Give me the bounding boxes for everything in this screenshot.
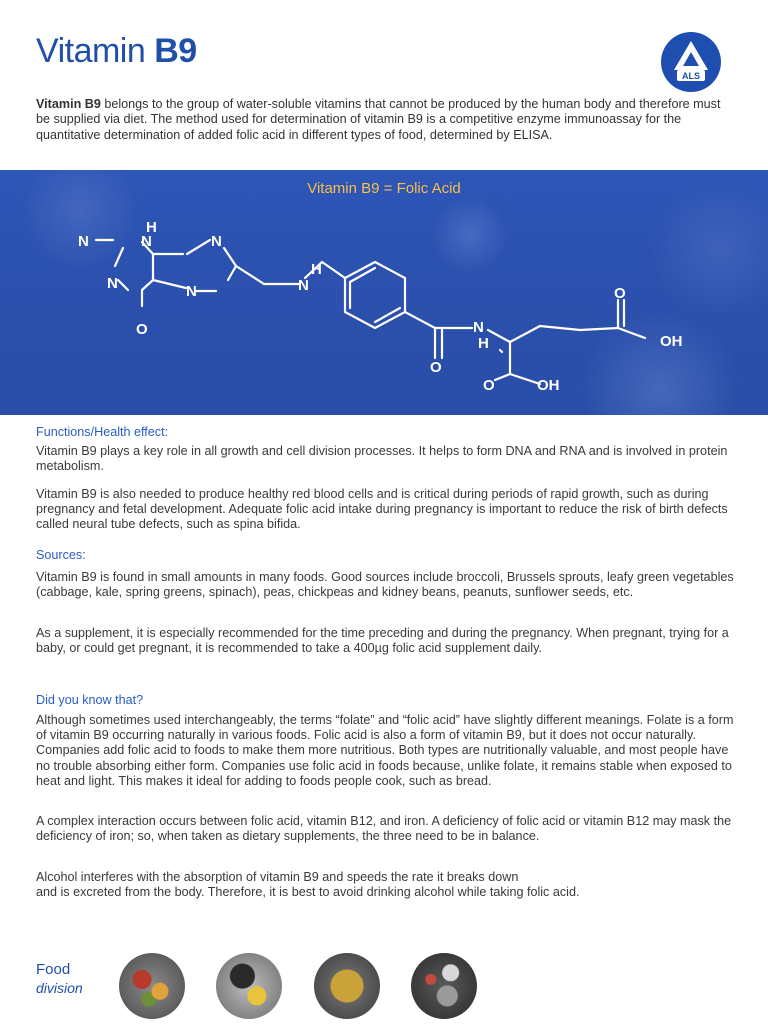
did-you-know-p3-line2: and is excreted from the body. Therefore, it is best to avoid drinking alcohol while taking folic acid. bbox=[36, 885, 580, 900]
atom-o-carboxyl-2: O bbox=[614, 285, 626, 302]
atom-h-alpha: H bbox=[478, 335, 489, 352]
atom-n-3: N bbox=[211, 233, 222, 250]
food-label: Food bbox=[36, 961, 71, 978]
food-division-label bbox=[36, 961, 83, 996]
did-you-know-paragraph-1: Although sometimes used interchangeably, the terms “folate” and “folic acid” have slightly different meanings. Folate is a form of vitamin B9 occurring naturally in various foods. Folic acid is also a form of vitamin B9, but it does not occur naturally. Companies add folic acid to foods to make them more nutritious. Both types are nutritionally valuable, and most people have no trouble absorbing either form. Companies use folic acid in foods because, unlike folate, it remains stable when exposed to heat and light. This makes it ideal for adding to foods people cook, such as bread. bbox=[36, 713, 734, 788]
sources-paragraph-1: Vitamin B9 is found in small amounts in many foods. Good sources include broccoli, Brussels sprouts, leafy green vegetables (cabbage, kale, spring greens, spinach), peas, chickpeas and kidney beans, peanuts, sunflower seeds, etc. bbox=[36, 570, 734, 600]
atom-h-top: H bbox=[146, 219, 157, 236]
did-you-know-paragraph-3 bbox=[36, 870, 736, 900]
food-photo-ingredients bbox=[411, 953, 477, 1019]
atom-n-1: N bbox=[141, 233, 152, 250]
did-you-know-heading: Did you know that? bbox=[36, 693, 144, 707]
atom-o-carboxyl-1: O bbox=[483, 377, 495, 394]
food-photo-lab-samples bbox=[216, 953, 282, 1019]
did-you-know-p3-line1: Alcohol interferes with the absorption of vitamin B9 and speeds the rate it breaks down bbox=[36, 870, 519, 884]
food-photo-grains bbox=[314, 953, 380, 1019]
functions-paragraph-1: Vitamin B9 plays a key role in all growth and cell division processes. It helps to form DNA and RNA and is involved in protein metabolism. bbox=[36, 444, 728, 474]
als-logo bbox=[661, 32, 721, 92]
division-label: division bbox=[36, 980, 83, 996]
atom-n-amine: N bbox=[78, 233, 89, 250]
atom-o-amide: O bbox=[430, 359, 442, 376]
functions-heading: Functions/Health effect: bbox=[36, 425, 169, 439]
folic-acid-banner bbox=[0, 170, 768, 415]
atom-h-amine: H bbox=[311, 261, 322, 278]
sources-paragraph-2: As a supplement, it is especially recommended for the time preceding and during the pregnancy. When pregnant, trying for a baby, or could get pregnant, it is recommended to take a 400µg folic acid supplement daily. bbox=[36, 626, 729, 656]
functions-paragraph-2: Vitamin B9 is also needed to produce healthy red blood cells and is critical during periods of rapid growth, such as during pregnancy and fetal development. Adequate folic acid intake during pregnancy is important to reduce the risk of birth defects called neural tube defects, such as spina bifida. bbox=[36, 487, 728, 532]
als-logo-icon bbox=[661, 32, 721, 92]
title-regular: Vitamin bbox=[36, 32, 155, 70]
atom-o-keto: O bbox=[136, 321, 148, 338]
did-you-know-paragraph-2: A complex interaction occurs between folic acid, vitamin B12, and iron. A deficiency of folic acid or vitamin B12 may mask the deficiency of iron; so, when taken as dietary supplements, the three need to be in balance. bbox=[36, 814, 732, 844]
title-bold: B9 bbox=[154, 32, 197, 70]
sources-heading: Sources: bbox=[36, 548, 86, 562]
atom-n-amine-2: N bbox=[298, 277, 309, 294]
food-photo-vegetables bbox=[119, 953, 185, 1019]
logo-text: ALS bbox=[682, 71, 700, 81]
atom-n-amide: N bbox=[473, 319, 484, 336]
folic-acid-structure bbox=[0, 170, 768, 415]
atom-n-2: N bbox=[107, 275, 118, 292]
page-title bbox=[36, 32, 197, 71]
intro-paragraph bbox=[36, 97, 732, 143]
intro-lead: Vitamin B9 bbox=[36, 97, 101, 111]
banner-title: Vitamin B9 = Folic Acid bbox=[307, 180, 461, 197]
atom-oh-1: OH bbox=[537, 377, 560, 394]
atom-n-4: N bbox=[186, 283, 197, 300]
atom-oh-2: OH bbox=[660, 333, 683, 350]
intro-text: belongs to the group of water-soluble vitamins that cannot be produced by the human body and therefore must be supplied via diet. The method used for determination of vitamin B9 is a competitive enzyme immunoassay for the quantitative determination of added folic acid in different types of food, determined by ELISA. bbox=[36, 97, 721, 142]
